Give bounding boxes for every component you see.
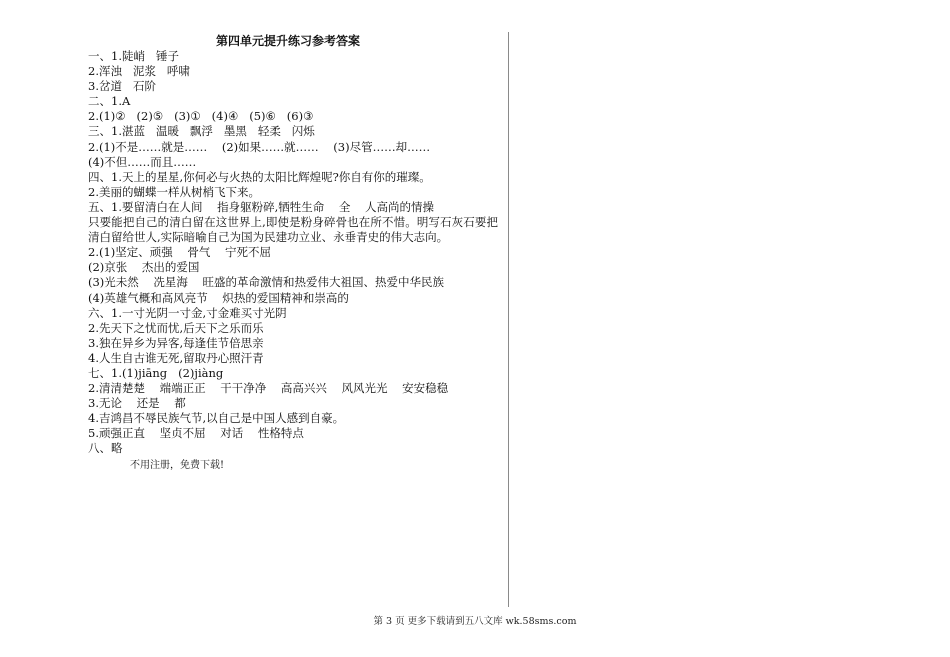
answer-column (88, 34, 498, 473)
answer-line: 2.美丽的蝴蝶一样从树梢飞下来。 (88, 184, 260, 199)
answer-paragraph: 只要能把自己的清白留在这世界上,即使是粉身碎骨也在所不惜。明写石灰石要把清白留给世人,实际暗喻自己为国为民建功立业、永垂青史的伟大志向。 (88, 215, 498, 245)
answer-line: 2.(1)坚定、顽强 骨气 宁死不屈 (88, 245, 272, 260)
answer-line: 四、1.天上的星星,你何必与火热的太阳比辉煌呢?你自有你的璀璨。 (88, 169, 431, 184)
answer-line: 3.岔道 石阶 (88, 79, 156, 94)
answer-line: 2.清清楚楚 端端正正 干干净净 高高兴兴 风风光光 安安稳稳 (88, 381, 449, 396)
page-footer: 第 3 页 更多下载请到五八文库 wk.58sms.com (373, 616, 577, 627)
answer-line: 一、1.陡峭 锤子 (88, 49, 179, 63)
column-divider (508, 32, 509, 607)
answer-line: 三、1.湛蓝 温暖 飘浮 墨黑 轻柔 闪烁 (88, 124, 315, 139)
answer-line: 4.人生自古谁无死,留取丹心照汗青 (88, 350, 264, 365)
answer-line: (4)不但……而且…… (88, 154, 197, 169)
answer-line: (4)英雄气概和高风亮节 炽热的爱国精神和崇高的 (88, 290, 349, 305)
answer-line: 八、略 (88, 441, 123, 456)
page-title: 第四单元提升练习参考答案 (216, 34, 361, 48)
answer-line: (2)京张 杰出的爱国 (88, 260, 200, 275)
answer-line: 五、1.要留清白在人间 指身躯粉碎,牺牲生命 全 人高尚的情操 (88, 199, 434, 214)
answer-line: 3.独在异乡为异客,每逢佳节倍思亲 (88, 335, 264, 350)
answer-line: 2.(1)② (2)⑤ (3)① (4)④ (5)⑥ (6)③ (88, 109, 314, 124)
answer-line: 七、1.(1)jiāng (2)jiàng (88, 365, 224, 380)
answer-line: 2.先天下之忧而忧,后天下之乐而乐 (88, 320, 264, 335)
answer-line: (3)光未然 冼星海 旺盛的革命激情和热爱伟大祖国、热爱中华民族 (88, 275, 445, 290)
answer-line: 二、1.A (88, 94, 131, 109)
answer-line: 5.顽强正直 坚贞不屈 对话 性格特点 (88, 426, 304, 441)
download-note: 不用注册，免费下载! (130, 459, 225, 471)
answer-line: 六、1.一寸光阴一寸金,寸金难买寸光阴 (88, 305, 287, 320)
answer-line: 3.无论 还是 都 (88, 396, 186, 411)
answer-line: 2.浑浊 泥浆 呼啸 (88, 64, 190, 79)
answer-line: 2.(1)不是……就是…… (2)如果……就…… (3)尽管……却…… (88, 139, 431, 154)
answer-line: 4.吉鸿昌不辱民族气节,以自己是中国人感到自豪。 (88, 411, 345, 426)
